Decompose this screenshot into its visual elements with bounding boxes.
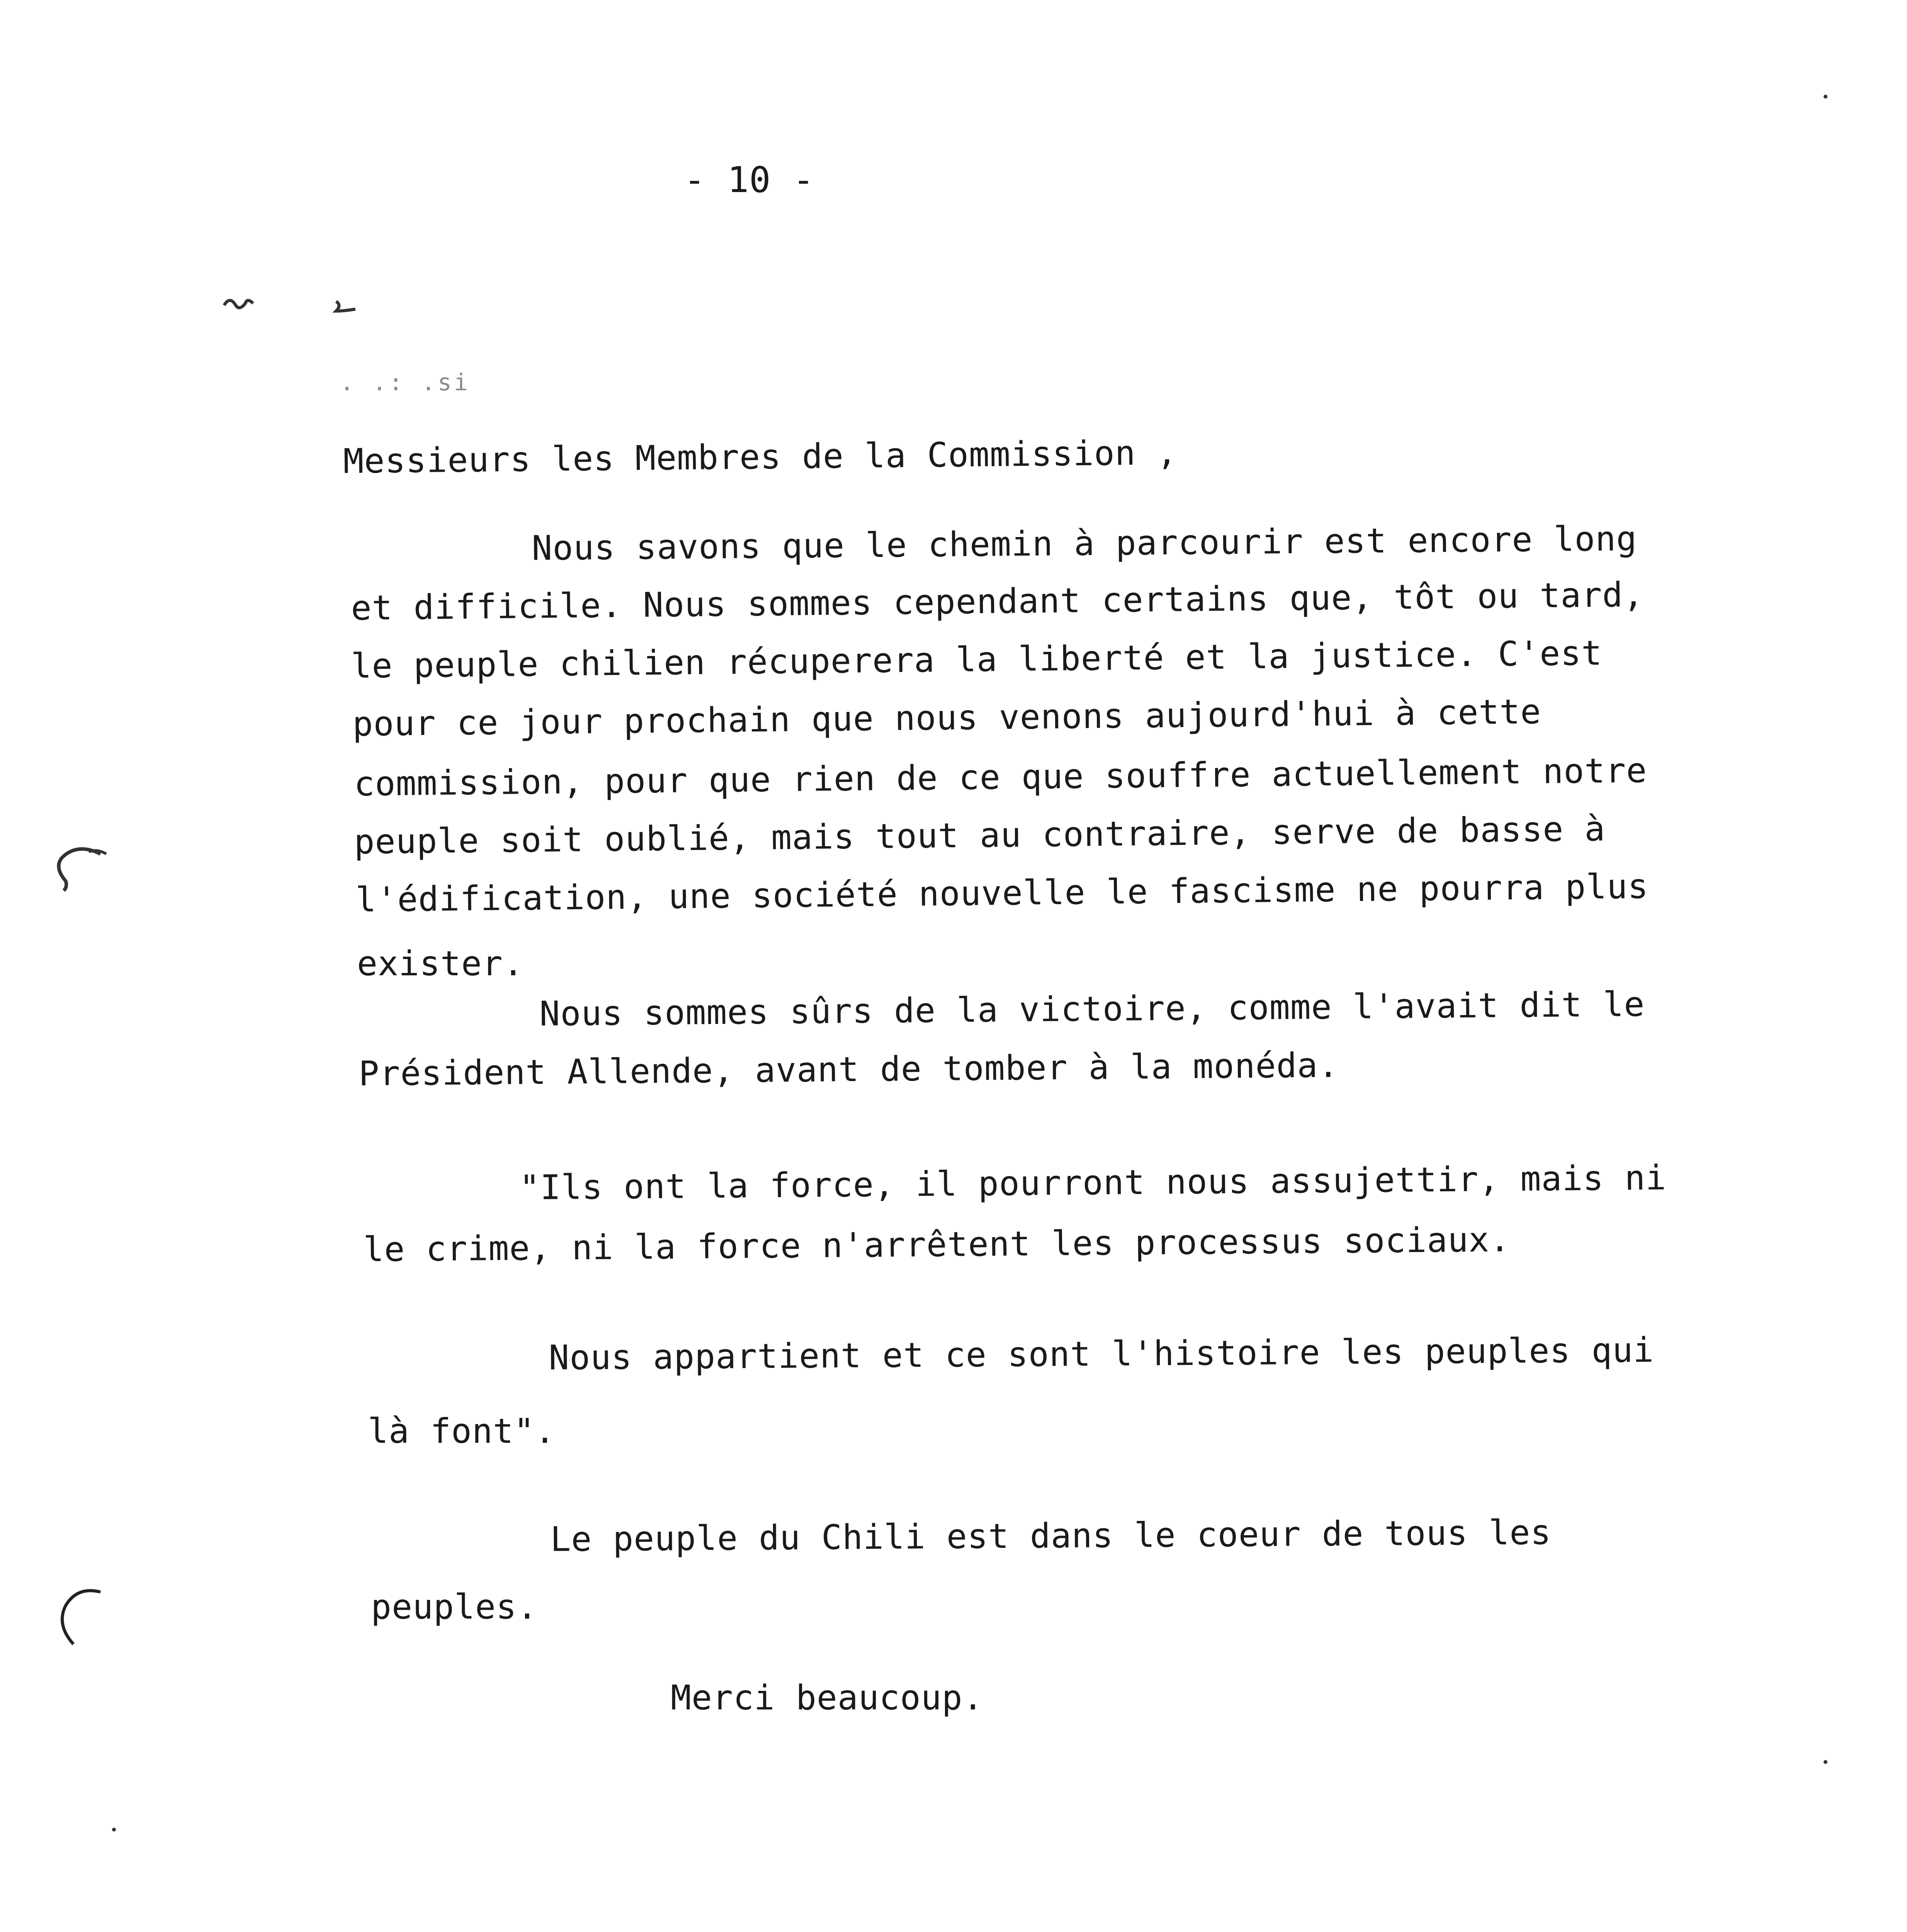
text-line: exister.: [357, 944, 524, 983]
speck: [1824, 1760, 1827, 1764]
text-line: Le peuple du Chili est dans le coeur de tous les: [550, 1512, 1552, 1559]
handwritten-mark-margin: [31, 835, 124, 912]
text-line: "Ils ont la force, il pourront nous assujettir, mais ni: [519, 1158, 1667, 1208]
speck: [112, 1828, 116, 1832]
handwritten-bracket-mark: [39, 1580, 116, 1658]
handwritten-mark-top: [216, 286, 363, 321]
text-line: pour ce jour prochain que nous venons aujourd'hui à cette: [352, 691, 1542, 744]
text-line: Nous savons que le chemin à parcourir est encore long: [531, 519, 1637, 568]
text-line: le peuple chilien récuperera la liberté et la justice. C'est: [350, 633, 1603, 686]
salutation: Messieurs les Membres de la Commission ,: [343, 432, 1178, 481]
text-line: Président Allende, avant de tomber à la monéda.: [358, 1045, 1339, 1094]
text-line: là font".: [368, 1411, 556, 1451]
text-line: peuple soit oublié, mais tout au contraire, serve de basse à: [354, 809, 1606, 862]
text-line: Nous appartient et ce sont l'histoire les peuples qui: [548, 1330, 1654, 1378]
closing-text: Merci beaucoup.: [671, 1678, 984, 1718]
text-line: peuples.: [371, 1587, 538, 1627]
text-line: et difficile. Nous sommes cependant certains que, tôt ou tard,: [350, 574, 1644, 628]
text-line: Nous sommes sûrs de la victoire, comme l'avait dit le: [539, 984, 1645, 1034]
text-line: le crime, ni la force n'arrêtent les processus sociaux.: [363, 1219, 1511, 1269]
speck: [1824, 95, 1827, 99]
text-line: l'édification, une société nouvelle le fascisme ne pourra plus: [355, 866, 1649, 920]
faint-header-text: . .: .si: [340, 369, 470, 396]
text-line: commission, pour que rien de ce que souffre actuellement notre: [354, 750, 1647, 804]
page-number: - 10 -: [684, 159, 815, 201]
